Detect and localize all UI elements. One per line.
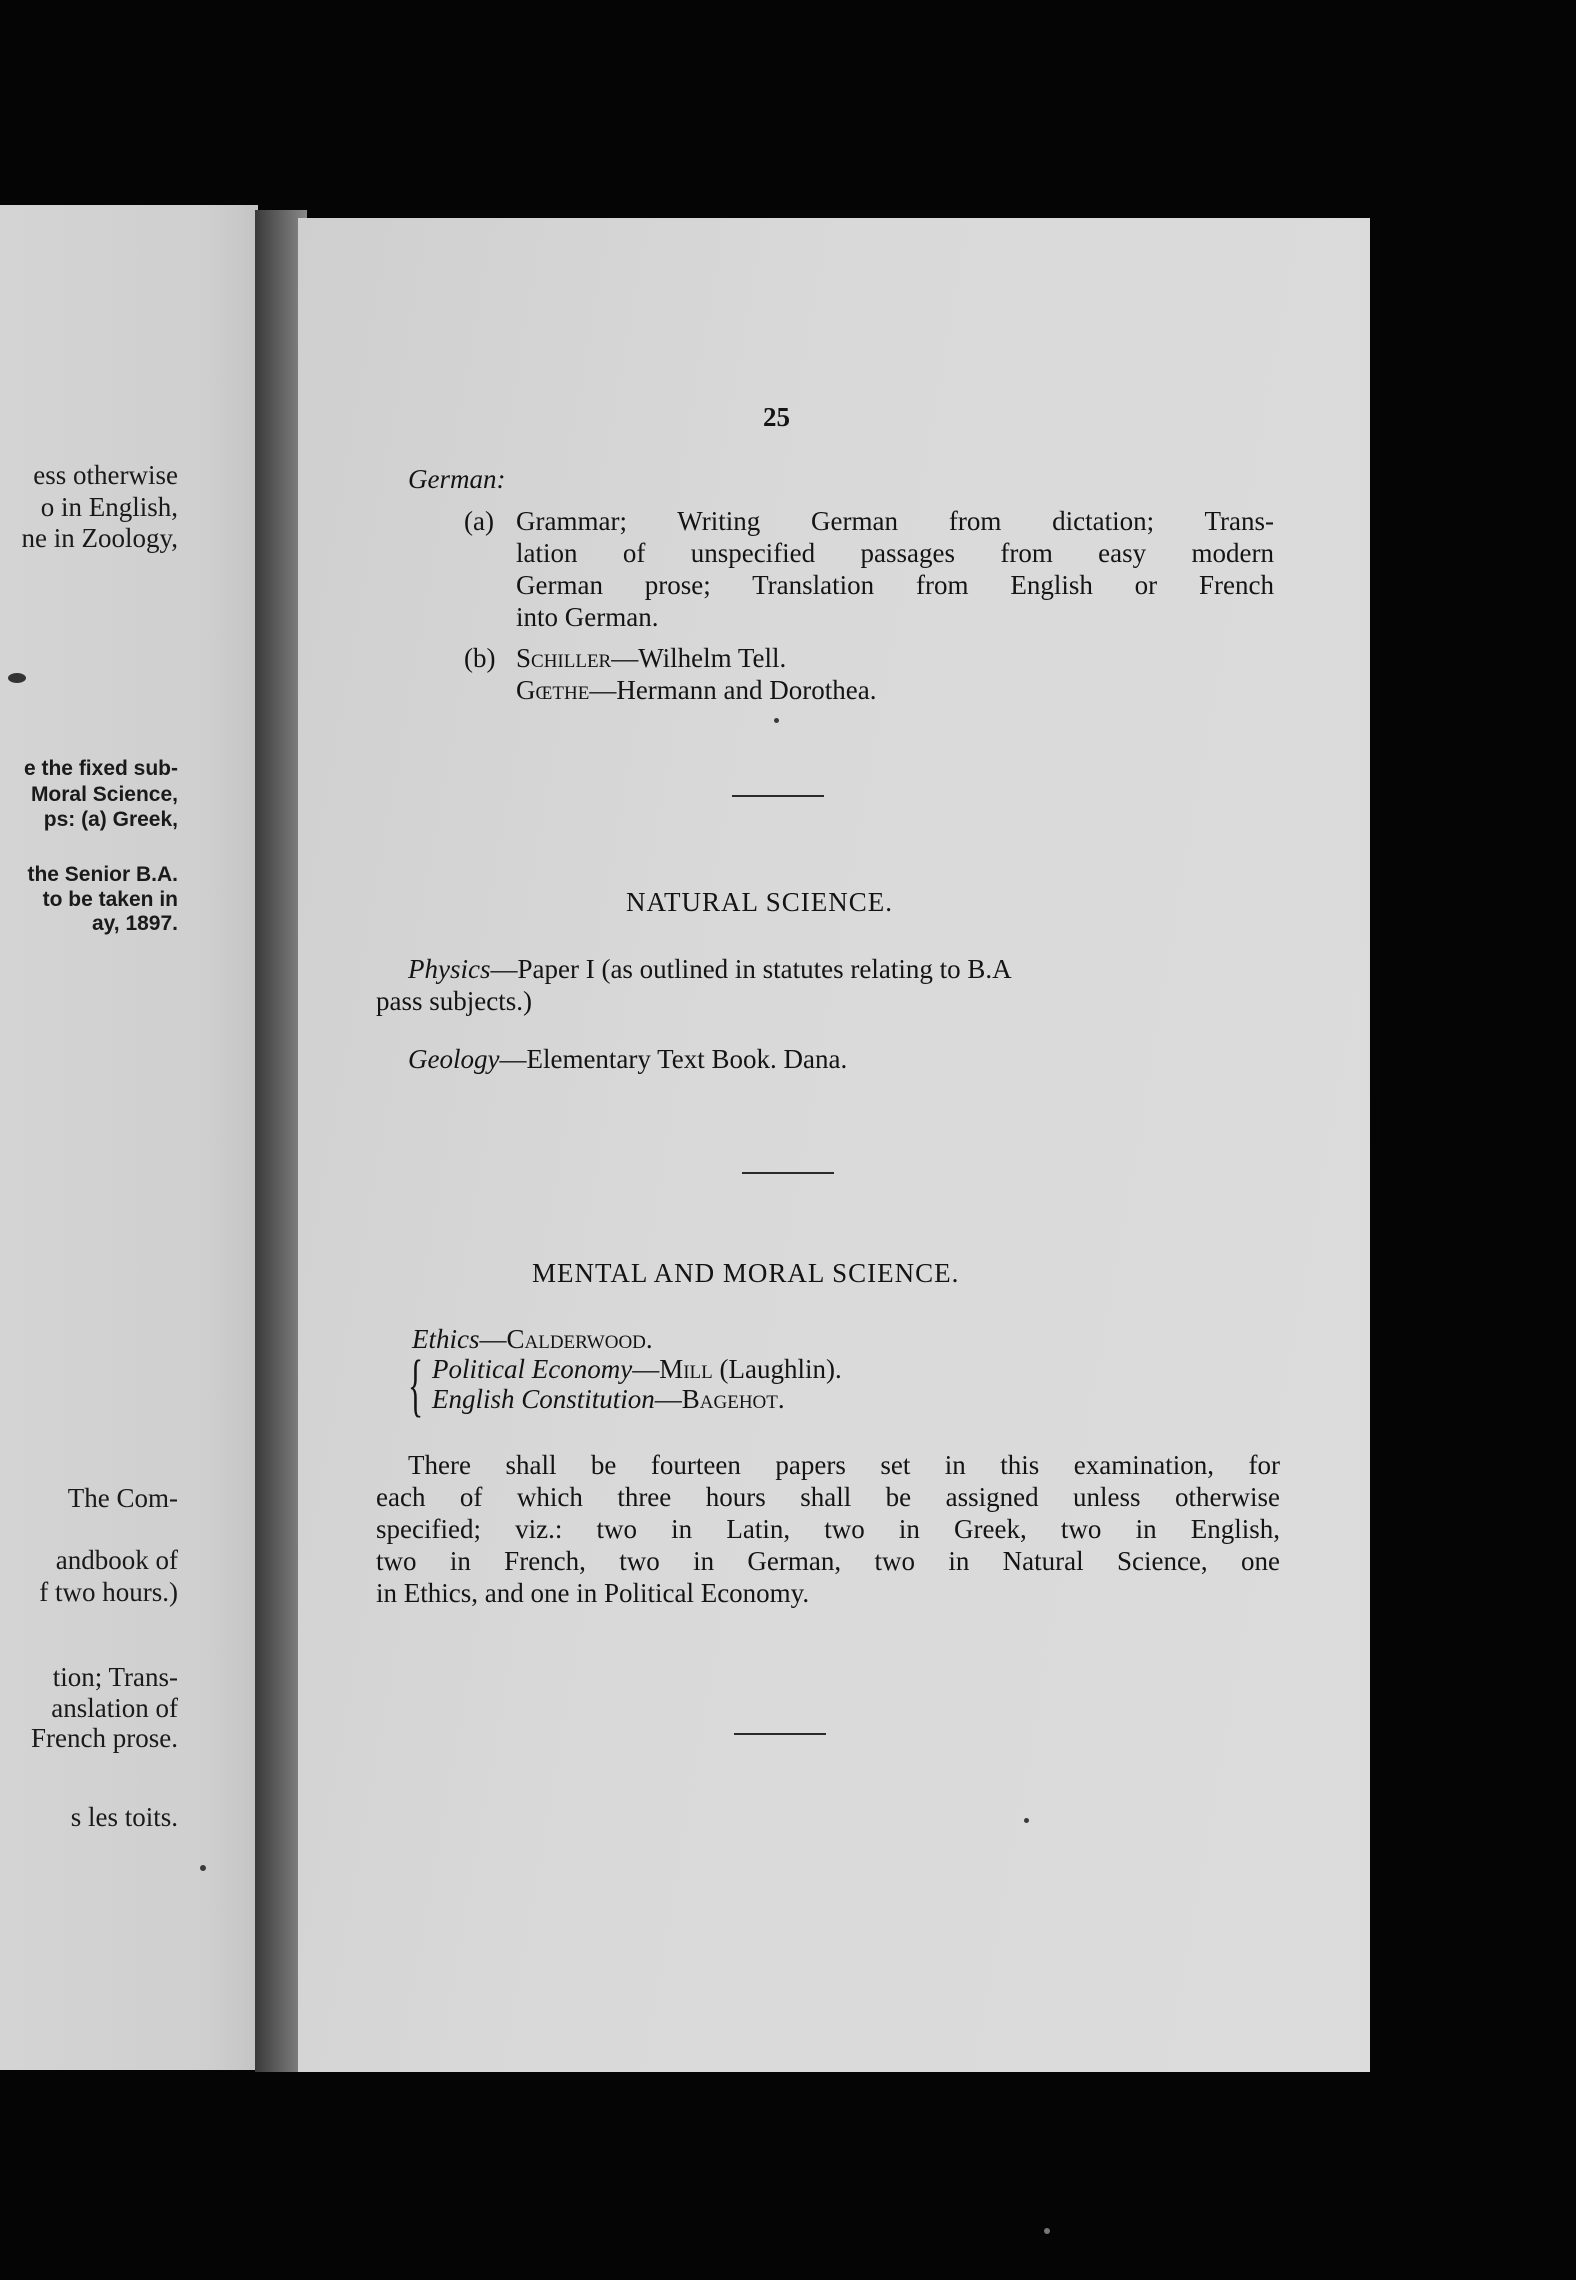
curly-brace: {: [408, 1347, 424, 1424]
left-text-line: ps: (a) Greek,: [43, 808, 178, 831]
exam-paragraph-line: in Ethics, and one in Political Economy.: [376, 1578, 810, 1608]
german-item-b-line1: [516, 643, 786, 674]
exam-paragraph-line: each of which three hours shall be assigned unless otherwise: [376, 1482, 1280, 1512]
english-constitution-label: English Constitution: [432, 1384, 655, 1414]
physics-label: Physics: [408, 954, 491, 984]
german-item-a-marker: (a): [464, 506, 494, 536]
ethics-label: Ethics: [412, 1324, 480, 1354]
ink-speck: [1044, 2228, 1050, 2234]
exam-paragraph-line: specified; viz.: two in Latin, two in Greek, two in English,: [376, 1514, 1280, 1544]
german-item-b-marker: (b): [464, 643, 496, 673]
ethics-line: [412, 1324, 653, 1355]
work-wilhelm-tell: —Wilhelm Tell.: [611, 643, 787, 673]
german-item-a-line: Grammar; Writing German from dictation; Trans-: [516, 506, 1274, 536]
ink-speck: [200, 1865, 206, 1871]
political-economy-line: [432, 1354, 842, 1385]
geology-line: [408, 1044, 847, 1075]
ink-speck: [1024, 1818, 1029, 1823]
section-divider: [742, 1172, 834, 1174]
work-hermann-dorothea: —Hermann and Dorothea.: [589, 675, 877, 705]
geology-text: —Elementary Text Book. Dana.: [499, 1044, 848, 1074]
left-text-line: f two hours.): [39, 1577, 178, 1607]
english-constitution-author: —Bagehot.: [654, 1384, 785, 1414]
left-page: [0, 205, 258, 2070]
exam-paragraph-line: two in French, two in German, two in Natural Science, one: [376, 1546, 1280, 1576]
section-divider: [732, 795, 824, 797]
author-goethe: Gœthe: [516, 675, 590, 705]
geology-label: Geology: [408, 1044, 500, 1074]
left-text-line: Moral Science,: [30, 783, 178, 806]
political-economy-author: —Mill: [632, 1354, 713, 1384]
english-constitution-line: [432, 1384, 785, 1415]
left-text-line: ne in Zoology,: [21, 523, 178, 553]
political-economy-label: Political Economy: [432, 1354, 633, 1384]
left-text-line: ess otherwise: [33, 460, 178, 490]
left-text-line: andbook of: [55, 1545, 178, 1575]
natural-science-heading: NATURAL SCIENCE.: [626, 887, 894, 917]
german-heading: German:: [408, 464, 506, 494]
german-item-a-line: into German.: [516, 602, 659, 632]
right-page: [298, 218, 1370, 2072]
left-text-line: o in English,: [40, 492, 178, 522]
mental-moral-heading: MENTAL AND MORAL SCIENCE.: [532, 1258, 960, 1288]
left-text-line: anslation of: [51, 1693, 178, 1723]
left-text-line: tion; Trans-: [52, 1662, 178, 1692]
german-item-a-line: lation of unspecified passages from easy modern: [516, 538, 1274, 568]
physics-text: —Paper I (as outlined in statutes relating to B.A: [490, 954, 1012, 984]
left-text-line: ay, 1897.: [91, 912, 178, 935]
german-item-b-line2: [516, 675, 876, 706]
physics-line-2: pass subjects.): [376, 986, 532, 1016]
exam-paragraph-line: There shall be fourteen papers set in this examination, for: [408, 1450, 1280, 1480]
physics-line: [408, 954, 1012, 985]
left-text-line: The Com-: [67, 1483, 178, 1513]
german-item-a-line: German prose; Translation from English or French: [516, 570, 1274, 600]
left-text-line: to be taken in: [42, 888, 178, 911]
political-economy-note: (Laughlin).: [712, 1354, 842, 1384]
ink-speck: [774, 718, 779, 723]
left-text-line: s les toits.: [70, 1802, 178, 1832]
left-text-line: e the fixed sub-: [23, 757, 178, 780]
section-divider: [734, 1733, 826, 1735]
left-text-line: French prose.: [31, 1723, 178, 1753]
left-text-line: the Senior B.A.: [27, 863, 178, 886]
ethics-author: —Calderwood.: [479, 1324, 653, 1354]
page-number: 25: [763, 402, 790, 432]
author-schiller: Schiller: [516, 643, 612, 673]
ink-mark: [8, 673, 26, 683]
